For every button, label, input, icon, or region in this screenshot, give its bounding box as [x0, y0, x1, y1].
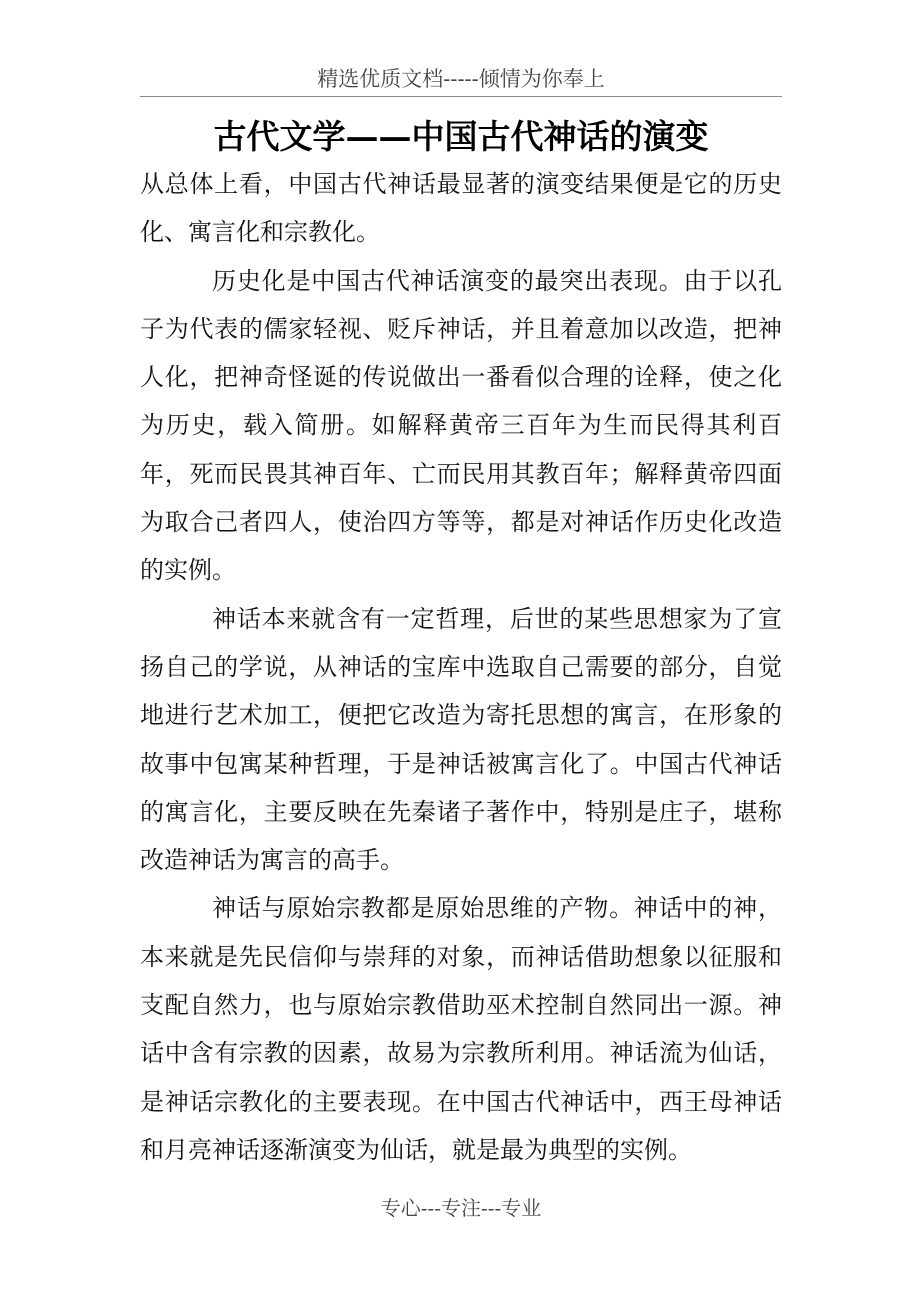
paragraph-intro: 从总体上看，中国古代神话最显著的演变结果便是它的历史化、寓言化和宗教化。	[140, 170, 782, 247]
paragraph-historicization: 历史化是中国古代神话演变的最突出表现。由于以孔子为代表的儒家轻视、贬斥神话，并且着意加以改造，把神人化，把神奇怪诞的传说做出一番看似合理的诠释，使之化为历史，载入简册。如解释黄帝三百年为生而民得其利百年，死而民畏其神百年、亡而民用其教百年；解释黄帝四面为取合己者四人，使治四方等等，都是对神话作历史化改造的实例。	[140, 266, 782, 585]
document-title: 古代文学——中国古代神话的演变	[213, 117, 709, 156]
page-header: 精选优质文档-----倾情为你奉上	[140, 62, 782, 97]
page-footer: 专心---专注---专业	[380, 1196, 542, 1220]
paragraph-religionization: 神话与原始宗教都是原始思维的产物。神话中的神，本来就是先民信仰与崇拜的对象，而神话借助想象以征服和支配自然力，也与原始宗教借助巫术控制自然同出一源。神话中含有宗教的因素，故易为宗教所利用。神话流为仙话，是神话宗教化的主要表现。在中国古代神话中，西王母神话和月亮神话逐渐演变为仙话，就是最为典型的实例。	[140, 894, 782, 1164]
document-body	[140, 160, 782, 1174]
paragraph-allegorization: 神话本来就含有一定哲理，后世的某些思想家为了宣扬自己的学说，从神话的宝库中选取自己需要的部分，自觉地进行艺术加工，便把它改造为寄托思想的寓言，在形象的故事中包寓某种哲理，于是神话被寓言化了。中国古代神话的寓言化，主要反映在先秦诸子著作中，特别是庄子，堪称改造神话为寓言的高手。	[140, 604, 782, 875]
